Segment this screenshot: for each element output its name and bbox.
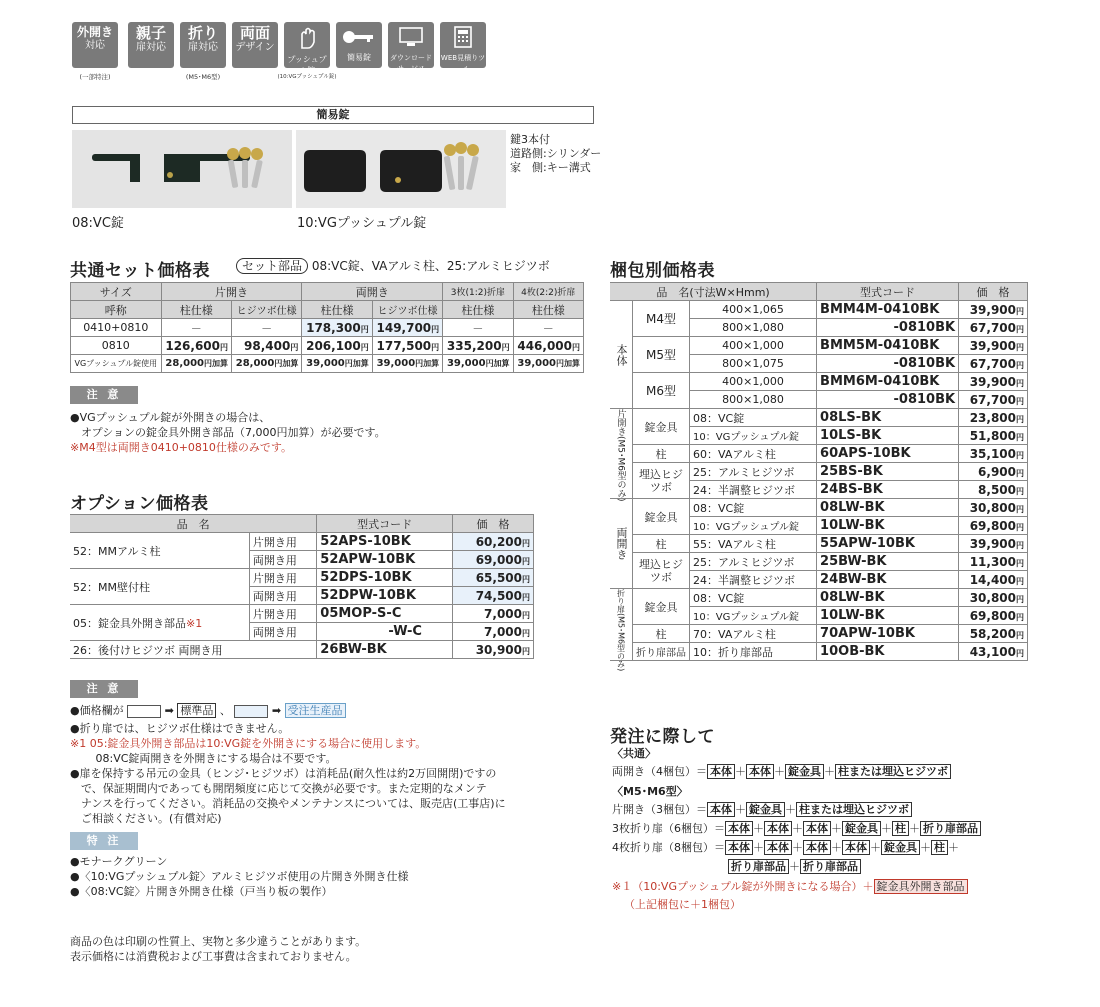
set-price-table: サイズ 片開き 両開き 3枚(1:2)折扉 4枚(2:2)折扉 呼称 柱仕様 ヒジツボ仕様 柱仕様 ヒジツボ仕様 柱仕様 柱仕様 0410+0810 － － 178,300円 149,700円 － － 0810 126,600円 98,400円 206,100円 177,500円 335,200円 446,000円 VGプッシュプル錠使用 28,000円加算 28,000円加算 39,000円加算 39,000円加算 39,000円加算 39,000円加算 (70, 282, 584, 373)
table-row: 柱 55：VAアルミ柱 55APW-10BK 39,900円 (610, 535, 1028, 553)
caution-line: ●折り扉では、ヒジツボ仕様はできません。 (70, 722, 290, 735)
set-price-title: 共通セット価格表 (70, 261, 210, 281)
table-row: 柱 60：VAアルミ柱 60APS-10BK 35,100円 (610, 445, 1028, 463)
table-row: 折り扉部品 10：折り扉部品 10OB-BK 43,100円 (610, 643, 1028, 661)
table-row: 埋込ヒジツボ 25：アルミヒジツボ 25BW-BK 11,300円 (610, 553, 1028, 571)
table-row: 24：半調整ヒジツボ 24BS-BK 8,500円 (610, 481, 1028, 499)
table-row: M5型 400×1,000 BMM5M-0410BK 39,900円 (610, 337, 1028, 355)
order-common: 〈共通〉 (612, 747, 656, 760)
key-note-1: 鍵3本付 (510, 133, 550, 146)
order-note-2: （上記梱包に＋1梱包） (624, 898, 741, 911)
icon-note: (一部特注) (79, 73, 111, 81)
outward-open-icon: 外開き 対応 (72, 22, 118, 68)
table-row: VGプッシュプル錠使用 28,000円加算 28,000円加算 39,000円加算 39,000円加算 39,000円加算 39,000円加算 (71, 355, 584, 373)
table-row: 800×1,075 -0810BK 67,700円 (610, 355, 1028, 373)
table-row: 800×1,080 -0810BK 67,700円 (610, 319, 1028, 337)
double-door-icon: 親子 扉対応 (128, 22, 174, 68)
order-line-1: 両開き（4梱包）＝ 本体 ＋ 本体 ＋ 錠金具 ＋ 柱または埋込ヒジツボ (612, 764, 951, 779)
caution-line: ●扉を保持する吊元の金具（ヒンジ･ヒジツボ）は消耗品(耐久性は約2万回開閉)ですの (70, 767, 497, 780)
order-m56: 〈M5･M6型〉 (612, 785, 688, 798)
table-row: 10：VGプッシュプル錠 10LS-BK 51,800円 (610, 427, 1028, 445)
caution-label: 注 意 (70, 386, 138, 404)
order-line-2: 片開き（3梱包）＝ 本体 ＋ 錠金具 ＋ 柱または埋込ヒジツボ (612, 802, 912, 817)
caution-line: で、保証期間内であっても開閉頻度に応じて交換が必要です。また定期的なメンテ (70, 782, 487, 795)
caution-label: 注 意 (70, 680, 138, 698)
icon-note: (M5･M6型) (185, 73, 221, 81)
table-row: 片開き(M5･M6型のみ) 錠金具 08：VC錠 08LS-BK 23,800円 (610, 409, 1028, 427)
table-row: 折り扉(M5･M6型のみ) 錠金具 08：VC錠 08LW-BK 30,800円 (610, 589, 1028, 607)
table-row: 52：MM壁付柱 片開き用 52DPS-10BK 65,500円 (70, 569, 534, 587)
download-icon: ダウンロードサービス (388, 22, 434, 68)
pack-price-table: 品 名(寸法W×Hmm) 型式コード 価 格 本体 M4型 400×1,065 BMM4M-0410BK 39,900円 800×1,080 -0810BK 67,700円 M5型 400×1,000 BMM5M-0410BK 39,900円 800×1,075 -0810BK 67,700円 M6型 400×1,000 BMM6M-0410BK 39,900円 800×1,080 -0810BK 67,700円 片開き(M5･M6型のみ) 錠金具 08：VC錠 08LS-BK 23,800円 10：VGプッシュプル錠 10LS-BK 51,800円 柱 60：VAアルミ柱 60APS-10BK 35,100円 埋込ヒジツボ 25：アルミヒジツボ 25BS-BK 6,900円 24：半調整ヒジツボ 24BS-BK 8,500円 両開き 錠金具 08：VC錠 08LW-BK 30,800円 10：VGプッシュプル錠 10LW-BK 69,800円 柱 55：VAアルミ柱 55APW-10BK 39,900円 埋込ヒジツボ 25：アルミヒジツボ 25BW-BK 11,300円 24：半調整ヒジツボ 24BW-BK 14,400円 折り扉(M5･M6型のみ) 錠金具 08：VC錠 08LW-BK 30,800円 10：VGプッシュプル錠 10LW-BK 69,800円 柱 70：VAアルミ柱 70APW-10BK 58,200円 折り扉部品 10：折り扉部品 10OB-BK 43,100円 (610, 282, 1028, 661)
caution-line: 08:VC錠両開きを外開きにする場合は不要です。 (70, 752, 337, 765)
table-row: 埋込ヒジツボ 25：アルミヒジツボ 25BS-BK 6,900円 (610, 463, 1028, 481)
order-note: ※１（10:VGプッシュプル錠が外開きになる場合）＋ 錠金具外開き部品 (612, 879, 968, 894)
caution-line: ●VGプッシュプル錠が外開きの場合は、 (70, 411, 271, 424)
key-note-2: 道路側:シリンダー (510, 147, 602, 160)
order-line-4b: 折り扉部品 ＋ 折り扉部品 (728, 859, 861, 874)
table-row: 両開き用 -W-C 7,000円 (70, 623, 534, 641)
table-row: 26：後付けヒジツボ 両開き用 26BW-BK 30,900円 (70, 641, 534, 659)
footnote: 商品の色は印刷の性質上、実物と多少違うことがあります。 (70, 935, 367, 948)
table-row: M6型 400×1,000 BMM6M-0410BK 39,900円 (610, 373, 1028, 391)
vg-lock-caption: 10:VGプッシュプル錠 (297, 216, 427, 231)
option-price-title: オプション価格表 (70, 494, 209, 514)
table-row: 10：VGプッシュプル錠 10LW-BK 69,800円 (610, 607, 1028, 625)
simple-lock-heading: 簡易錠 (72, 106, 594, 124)
folding-door-icon: 折り 扉対応 (180, 22, 226, 68)
footnote: 表示価格には消費税および工事費は含まれておりません。 (70, 950, 357, 963)
icon-note: (10:VGプッシュプル錠) (277, 74, 337, 80)
order-line-4: 4枚折り扉（8梱包）＝ 本体 ＋ 本体 ＋ 本体 ＋ 本体 ＋ 錠金具 ＋ 柱 ＋ (612, 841, 959, 854)
double-sided-icon: 両面 デザイン (232, 22, 278, 68)
key-icon: 簡易錠 (336, 22, 382, 68)
set-tag: セット部品 08:VC錠、VAアルミ柱、25:アルミヒジツボ (236, 259, 550, 274)
option-price-table: 品 名 型式コード 価 格 52：MMアルミ柱 片開き用 52APS-10BK 60,200円 両開き用 52APW-10BK 69,000円 52：MM壁付柱 片開き用 52DPS-10BK 65,500円 両開き用 52DPW-10BK 74,500円 05：錠金具外開き部品※1 片開き用 05MOP-S-C 7,000円 両開き用 -W-C 7,000円 26：後付けヒジツボ 両開き用 26BW-BK 30,900円 (70, 514, 534, 659)
table-row: 本体 M4型 400×1,065 BMM4M-0410BK 39,900円 (610, 301, 1028, 319)
table-row: 両開き用 52DPW-10BK 74,500円 (70, 587, 534, 605)
push-pull-lock-icon: プッシュプル錠 (284, 22, 330, 68)
price-legend: ●価格欄が ➡ 標準品 、 ➡ 受注生産品 (70, 703, 346, 718)
caution-line: ご相談ください。(有償対応) (70, 812, 222, 825)
caution-line: ※M4型は両開き0410+0810仕様のみです。 (70, 441, 293, 454)
key-note-3: 家 側:キー溝式 (510, 161, 591, 174)
special-line: ●〈08:VC錠〉片開き外開き仕様（戸当り板の製作） (70, 885, 333, 898)
table-row: 10：VGプッシュプル錠 10LW-BK 69,800円 (610, 517, 1028, 535)
table-row: 52：MMアルミ柱 片開き用 52APS-10BK 60,200円 (70, 533, 534, 551)
table-row: 両開き 錠金具 08：VC錠 08LW-BK 30,800円 (610, 499, 1028, 517)
table-row: 柱 70：VAアルミ柱 70APW-10BK 58,200円 (610, 625, 1028, 643)
special-order-label: 特 注 (70, 832, 138, 850)
special-line: ●モナークグリーン (70, 855, 168, 868)
special-line: ●〈10:VGプッシュプル錠〉アルミヒジツボ使用の片開き外開き仕様 (70, 870, 409, 883)
caution-line: ナンスを行ってください。消耗品の交換やメンテナンスについては、販売店(工事店)に (70, 797, 506, 810)
caution-line: ※1 05:錠金具外開き部品は10:VG錠を外開きにする場合に使用します。 (70, 737, 427, 750)
table-row: 800×1,080 -0810BK 67,700円 (610, 391, 1028, 409)
table-row: 0410+0810 － － 178,300円 149,700円 － － (71, 319, 584, 337)
caution-line: オプションの錠金具外開き部品（7,000円加算）が必要です。 (70, 426, 386, 439)
order-title: 発注に際して (610, 727, 715, 747)
vg-pushpull-lock-photo (296, 130, 506, 208)
vc-lock-photo (72, 130, 292, 208)
pack-price-title: 梱包別価格表 (610, 261, 715, 281)
table-row: 両開き用 52APW-10BK 69,000円 (70, 551, 534, 569)
table-row: 0810 126,600円 98,400円 206,100円 177,500円 335,200円 446,000円 (71, 337, 584, 355)
order-line-3: 3枚折り扉（6梱包）＝ 本体 ＋ 本体 ＋ 本体 ＋ 錠金具 ＋ 柱 ＋ 折り扉部品 (612, 821, 981, 836)
table-row: 24：半調整ヒジツボ 24BW-BK 14,400円 (610, 571, 1028, 589)
table-row: 05：錠金具外開き部品※1 片開き用 05MOP-S-C 7,000円 (70, 605, 534, 623)
calculator-icon: WEB見積りツール (440, 22, 486, 68)
vc-lock-caption: 08:VC錠 (72, 216, 124, 231)
